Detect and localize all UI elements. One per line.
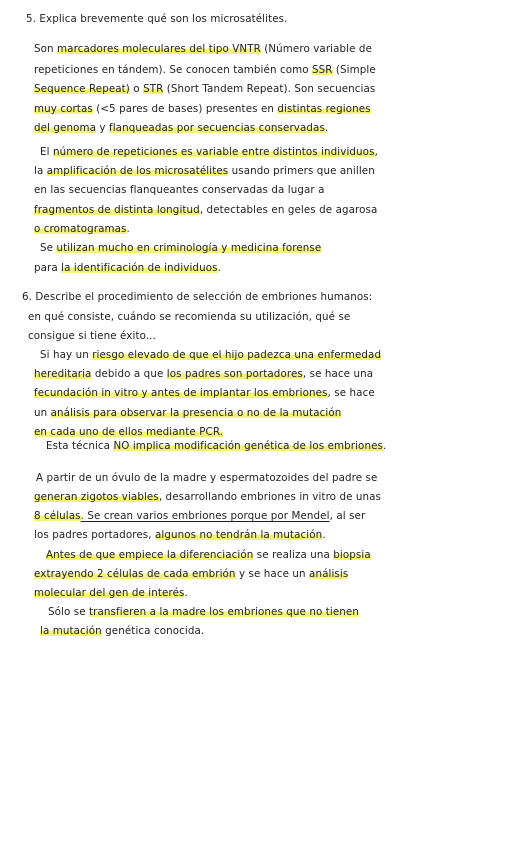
handwritten-text: 6. Describe el procedimiento de selección de embriones humanos: [22,291,373,303]
answer-5-line [34,203,377,217]
handwritten-text: para [34,262,62,274]
answer-6-line [34,490,381,504]
question-6-heading [22,290,372,304]
handwritten-text: . [217,262,221,274]
handwritten-text: y se hace un [235,568,310,580]
answer-6-line [40,624,204,638]
handwritten-text: debido a que [91,368,167,380]
highlighted-text: en cada uno de ellos [34,426,143,438]
answer-5-line [34,121,328,135]
answer-6-line [34,567,348,581]
handwritten-text: Se [40,242,57,254]
handwritten-text: . [126,223,130,235]
answer-5-line [34,63,376,77]
handwritten-text: , al ser [329,510,366,522]
highlighted-text: o cromatogramas [34,223,127,235]
answer-5-line [40,145,378,159]
highlighted-text: flanqueadas por secuencias conservadas [109,122,325,134]
answer-5-line [34,261,221,275]
handwritten-text: . [324,122,329,134]
handwritten-text: , [374,146,378,158]
handwritten-text: 5. Explica brevemente qué son los microsatélites. [26,13,288,25]
handwritten-text: en qué consiste, cuándo se recomienda su utilización, qué se [28,311,351,323]
question-5-heading [26,12,288,26]
highlighted-text: algunos no tendrán la mutación [154,529,323,541]
answer-6-line [34,586,188,600]
highlighted-text: la identificación de individuos [61,262,218,274]
answer-6-line [34,386,375,400]
answer-5-line [40,241,321,255]
handwritten-text: repeticiones en tándem). Se conocen también como [34,64,313,76]
highlighted-text: amplificación de los microsatélites [46,165,229,177]
answer-6-line [46,439,386,453]
highlighted-text: biopsia [333,549,371,561]
highlighted-text: análisis para observar la presencia o no de la mutación [50,407,342,419]
highlighted-text: SSR [312,64,333,76]
handwritten-text: (Número variable de [260,43,373,55]
handwritten-text: (<5 pares de bases) presentes en [92,103,278,115]
handwritten-text: (Simple [332,64,376,76]
answer-5-line [34,42,372,56]
highlighted-text: generan zigotos viables [34,491,159,503]
answer-6-line [34,528,326,542]
highlighted-text: muy cortas [34,103,93,115]
answer-6-line [46,548,371,562]
highlighted-text: los padres son portadores [166,368,303,380]
handwritten-text: genética conocida. [101,625,205,637]
highlighted-text: la mutación [40,625,102,637]
answer-6-line [40,348,381,362]
handwritten-text: . [383,440,387,452]
handwritten-text: en las secuencias flanqueantes conservadas da lugar a [34,184,325,196]
highlighted-text: STR [143,83,164,95]
handwritten-text: y [96,122,109,134]
handwritten-text: usando primers que anillen [228,165,375,177]
handwritten-text: Sólo se [48,606,90,618]
answer-5-line [34,164,375,178]
handwritten-text: Esta técnica [46,440,114,452]
highlighted-text: molecular del gen de interés [34,587,185,599]
answer-5-line [34,183,325,197]
highlighted-text: Sequence Repeat) [34,83,130,95]
highlighted-text: del genoma [34,122,97,134]
highlighted-text: NO implica modificación genética de los embriones [113,440,383,452]
highlighted-text: fragmentos de distinta longitud [34,204,200,216]
handwritten-text: . [322,529,326,541]
highlighted-text: mediante PCR. [142,426,224,438]
highlighted-text: 8 células [34,510,81,522]
answer-5-line [34,82,375,96]
handwritten-text: , detectables en geles de agarosa [199,204,378,216]
question-6-heading [28,310,350,324]
highlighted-text: utilizan mucho en criminología y medicina forense [56,242,322,254]
answer-6-line [48,605,359,619]
highlighted-text: marcadores moleculares del tipo VNTR [57,43,261,55]
handwritten-text: . [184,587,188,599]
answer-5-line [34,222,130,236]
handwritten-text: Si hay un [40,349,93,361]
highlighted-text: análisis [309,568,349,580]
underlined-text: . Se crean varios embriones porque por Mendel [80,510,330,522]
answer-5-line [34,102,371,116]
answer-6-line [34,406,341,420]
handwritten-text: Son [34,43,58,55]
handwritten-text: , se hace una [302,368,374,380]
handwritten-text: , desarrollando embriones in vitro de unas [158,491,382,503]
handwritten-text: se realiza una [253,549,334,561]
highlighted-text: fecundación in vitro y antes de implantar los embriones [34,387,328,399]
handwritten-text: los padres portadores, [34,529,155,541]
handwritten-text: un [34,407,51,419]
highlighted-text: riesgo elevado de que el hijo padezca una enfermedad [92,349,382,361]
answer-6-line [34,367,373,381]
handwritten-text: consigue si tiene éxito... [28,330,156,342]
highlighted-text: transfieren a la madre los embriones que no tienen [89,606,359,618]
highlighted-text: hereditaria [34,368,92,380]
highlighted-text: número de repeticiones es variable entre distintos individuos [52,146,375,158]
handwritten-text: (Short Tandem Repeat). Son secuencias [163,83,376,95]
answer-6-line [36,471,377,485]
highlighted-text: Antes de que empiece la diferenciación [46,549,254,561]
highlighted-text: extrayendo 2 células de cada embrión [34,568,236,580]
answer-6-line [34,509,365,523]
handwritten-text: , se hace [327,387,375,399]
answer-6-line [34,425,223,439]
question-6-heading [28,329,156,343]
handwritten-text: o [129,83,144,95]
handwritten-text: A partir de un óvulo de la madre y espermatozoides del padre se [36,472,378,484]
handwritten-text: la [34,165,47,177]
handwritten-text: El [40,146,53,158]
highlighted-text: distintas regiones [277,103,371,115]
